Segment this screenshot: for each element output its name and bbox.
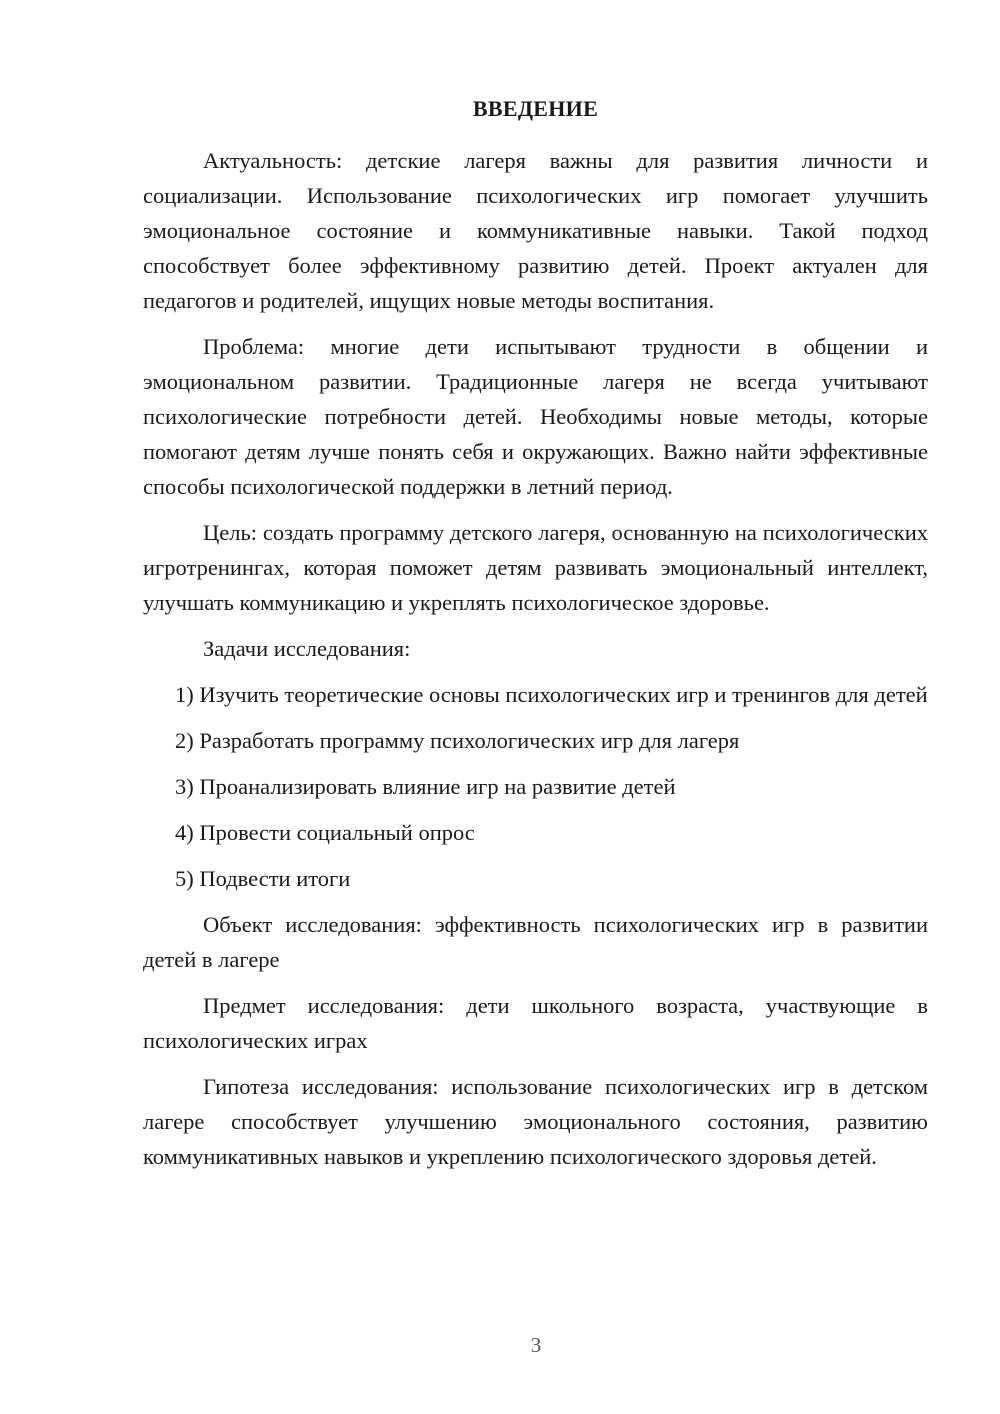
hypothesis-paragraph: Гипотеза исследования: использование психологических игр в детском лагере способствует улучшению эмоционального состояния, развитию коммуникативных навыков и укреплению психологического здоровья детей. (143, 1074, 928, 1169)
task-item: 3) Проанализировать влияние игр на развитие детей (175, 774, 676, 799)
page-number: 3 (530, 1333, 542, 1357)
task-item: 2) Разработать программу психологических игр для лагеря (175, 728, 740, 753)
task-item: 4) Провести социальный опрос (175, 820, 475, 845)
task-item: 1) Изучить теоретические основы психологических игр и тренингов для детей (175, 682, 928, 707)
relevance-paragraph: Актуальность: детские лагеря важны для развития личности и социализации. Использование психологических игр помогает улучшить эмоциональное состояние и коммуникативные навыки. Такой подход способствует более эффективному развитию детей. Проект актуален для педагогов и родителей, ищущих новые методы воспитания. (143, 148, 928, 313)
problem-paragraph: Проблема: многие дети испытывают трудности в общении и эмоциональном развитии. Традиционные лагеря не всегда учитывают психологические потребности детей. Необходимы новые методы, которые помогают детям лучше понять себя и окружающих. Важно найти эффективные способы психологической поддержки в летний период. (143, 334, 928, 499)
tasks-title: Задачи исследования: (203, 636, 411, 661)
page-content (143, 94, 928, 1174)
subject-paragraph: Предмет исследования: дети школьного возраста, участвующие в психологических играх (143, 993, 928, 1053)
task-item: 5) Подвести итоги (175, 866, 351, 891)
object-paragraph: Объект исследования: эффективность психологических игр в развитии детей в лагере (143, 912, 928, 972)
section-heading: ВВЕДЕНИЕ (472, 96, 599, 121)
goal-paragraph: Цель: создать программу детского лагеря, основанную на психологических игротренингах, которая поможет детям развивать эмоциональный интеллект, улучшать коммуникацию и укреплять психологическое здоровье. (143, 520, 928, 615)
